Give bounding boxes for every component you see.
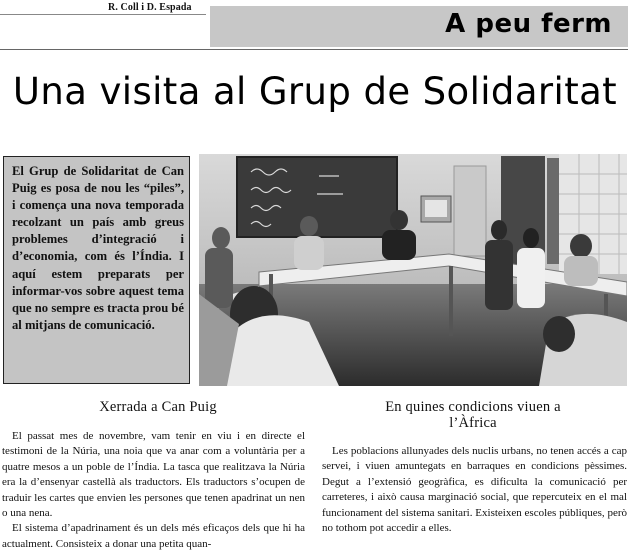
article-headline: Una visita al Grup de Solidaritat	[12, 70, 618, 113]
article-photo	[199, 154, 627, 386]
classroom-photo-illustration	[199, 154, 627, 386]
right-column-body	[322, 444, 627, 536]
authors-byline: R. Coll i D. Espada	[108, 2, 192, 13]
left-paragraph-2: El sistema d’apadrinament és un dels més eficaços dels que hi ha actualment. Consisteix a donar una petita quan-	[2, 522, 305, 550]
left-column-body	[2, 429, 305, 552]
intro-box	[3, 156, 190, 384]
right-heading-line-1: En quines condicions viuen a	[385, 399, 561, 415]
right-heading-line-2: l’Àfrica	[449, 415, 497, 431]
top-rule	[0, 14, 206, 15]
section-title: A peu ferm	[445, 9, 612, 39]
left-column-heading: Xerrada a Can Puig	[99, 399, 217, 415]
left-paragraph-1: El passat mes de novembre, vam tenir en viu i en directe el testimoni de la Núria, una noia que va anar com a voluntària per a quatre mesos a un poble de l’Índia. La tasca que realitzava la Núria era la d’ensenyar castellà als traductors. Els traductors s’ocupen de traduir les cartes que envien les persones que tenen apadrinat un nen o una nena.	[2, 430, 305, 520]
right-paragraph-1: Les poblacions allunyades dels nuclis urbans, no tenen accés a cap servei, i viuen amuntegats en barraques en condicions pèssimes. Degut a l’extensió geogràfica, es dificulta la comunicació per carreteres, i això causa marginació social, que repercuteix en el mal funcionament del sistema sanitari. Existeixen escoles públiques, però no tothom pot accedir a elles.	[322, 445, 627, 535]
header-rule	[0, 49, 628, 50]
section-banner	[210, 6, 628, 47]
right-column-heading	[318, 399, 628, 431]
intro-text: El Grup de Solidaritat de Can Puig es posa de nou les “piles”, i comença una nova temporada recolzant un país amb greus problemes d’integració i d’economia, com és l’Índia. I aquí estem preparats per informar-vos sobre aquest tema que no sempre es tracta prou bé al mitjans de comunicació.	[12, 164, 184, 332]
